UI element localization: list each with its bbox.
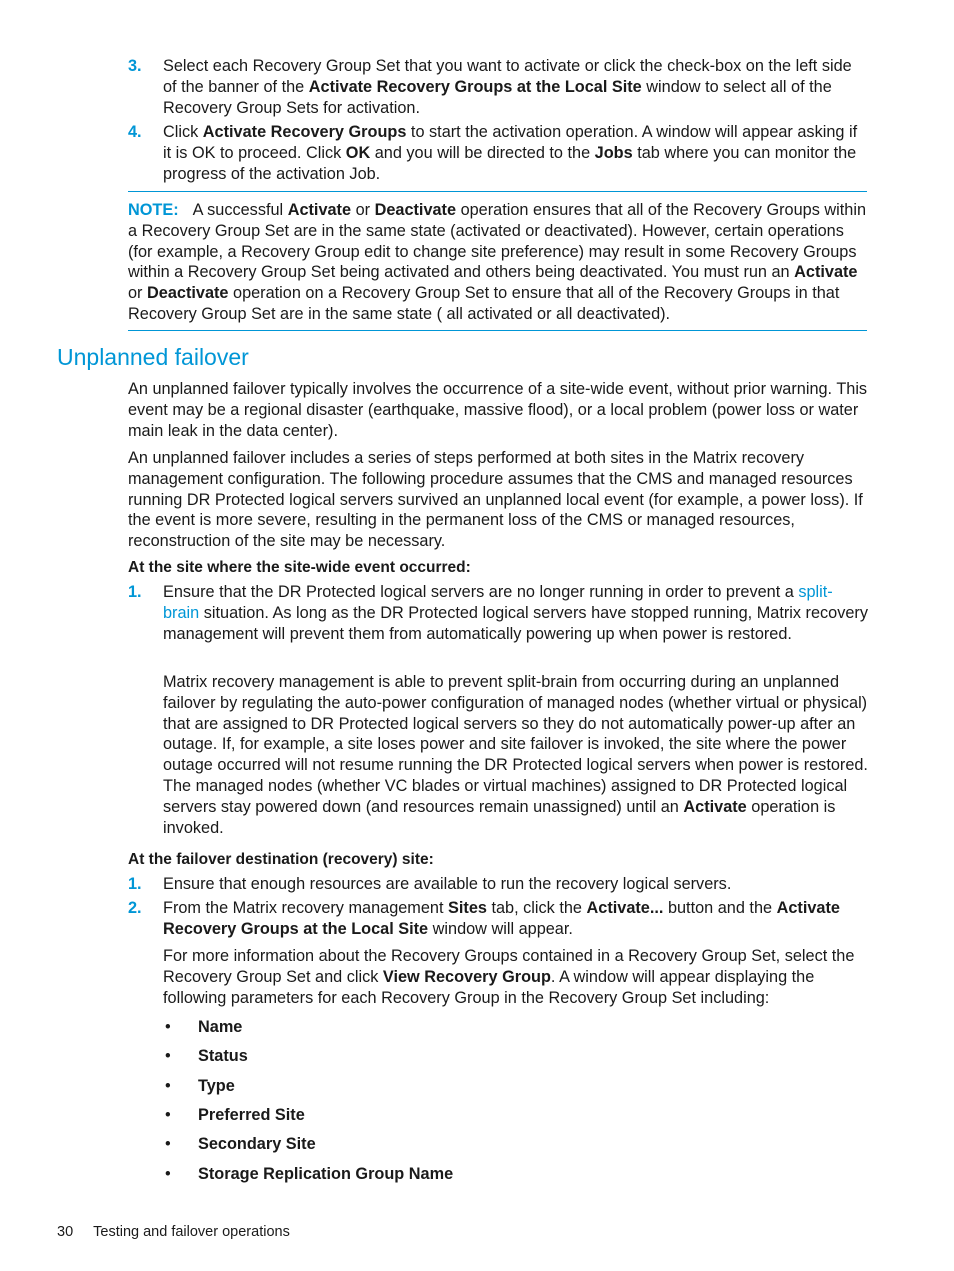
split-brain-detail: Matrix recovery management is able to prevent split-brain from occurring during an unplanned failover by regulating the auto-power configuration of managed nodes (whether virtual or physical) that are assigned to DR Protected logical servers so they do not automatically power-up after an outage. If, for example, a site loses power and site failover is invoked, the site where the power outage occurred will not resume running the DR Protected logical servers when power is restored. The managed nodes (whether VC blades or virtual machines) assigned to DR Protected logical servers stay powered down (and resources remain unassigned) until an Activate operation is invoked.: [163, 673, 868, 837]
bullet-icon: •: [165, 1165, 171, 1183]
step-text: Ensure that the DR Protected logical servers are no longer running in order to prevent a split-brain situation. As long as the DR Protected logical servers have stopped running, Matrix recovery management will prevent them from automatically powering up when power is restored.: [163, 583, 868, 643]
note: NOTE: A successful Activate or Deactivate operation ensures that all of the Recovery Groups within a Recovery Group Set are in the same state (activated or deactivated). However, certain operations (for example, a Recovery Group edit to change site preference) may result in some Recovery Groups within a Recovery Group Set being activated and others being deactivated. You must run an Activate or Deactivate operation on a Recovery Group Set to ensure that all of the Recovery Groups in that Recovery Group Set are in the same state ( all activated or all deactivated).: [128, 201, 867, 323]
bullet-icon: •: [165, 1135, 171, 1153]
list-item: • Type: [165, 1077, 235, 1095]
page-number: 30: [57, 1224, 74, 1240]
note-bottom-rule: [128, 330, 867, 331]
step-number: 4.: [128, 123, 142, 141]
step-number: 1.: [128, 875, 142, 893]
destination-step-1: [128, 874, 868, 895]
step-text: Select each Recovery Group Set that you want to activate or click the check-box on the left side of the banner of the Activate Recovery Groups at the Local Site window to select all of the Recovery Group Sets for activation.: [163, 57, 852, 117]
site-event-heading: At the site where the site-wide event occurred:: [128, 559, 471, 576]
destination-step-2: [128, 898, 868, 940]
page-footer: [57, 1222, 290, 1242]
step-number: 2.: [128, 899, 142, 917]
step-text: Click Activate Recovery Groups to start the activation operation. A window will appear asking if it is OK to proceed. Click OK and you will be directed to the Jobs tab where you can monitor the progress of the activation Job.: [163, 123, 858, 183]
site-event-step-1: [128, 582, 868, 644]
note-top-rule: [128, 191, 867, 192]
bullet-icon: •: [165, 1106, 171, 1124]
step-4: [128, 122, 868, 184]
step-text: Ensure that enough resources are available to run the recovery logical servers.: [163, 875, 732, 893]
note-label: NOTE:: [128, 201, 179, 219]
bullet-icon: •: [165, 1018, 171, 1036]
list-item: • Preferred Site: [165, 1106, 305, 1124]
intro-paragraph: An unplanned failover typically involves the occurrence of a site-wide event, without prior warning. This event may be a regional disaster (earthquake, massive flood), or a local problem (power loss or water main leak in the data center).: [128, 380, 868, 440]
step-number: 3.: [128, 57, 142, 75]
bullet-icon: •: [165, 1077, 171, 1095]
list-item: • Name: [165, 1018, 243, 1036]
list-item: • Secondary Site: [165, 1135, 316, 1153]
view-recovery-group-detail: For more information about the Recovery Groups contained in a Recovery Group Set, select the Recovery Group Set and click View Recovery Group. A window will appear displaying the following parameters for each Recovery Group in the Recovery Group Set including:: [163, 947, 855, 1007]
bullet-icon: •: [165, 1047, 171, 1065]
step-3: [128, 56, 868, 118]
step-text: From the Matrix recovery management Sites tab, click the Activate... button and the Activate Recovery Groups at the Local Site window will appear.: [163, 899, 840, 938]
destination-heading: At the failover destination (recovery) site:: [128, 851, 434, 868]
list-item: • Storage Replication Group Name: [165, 1165, 454, 1183]
section-heading: Unplanned failover: [57, 344, 249, 370]
split-brain-link[interactable]: split-brain: [163, 583, 833, 622]
step-number: 1.: [128, 583, 142, 601]
list-item: • Status: [165, 1047, 248, 1065]
procedure-paragraph: An unplanned failover includes a series of steps performed at both sites in the Matrix recovery management configuration. The following procedure assumes that the CMS and managed resources running DR Protected logical servers survived an unplanned local event (for example, a power loss). If the event is more severe, resulting in the permanent loss of the CMS or managed resources, reconstruction of the site may be necessary.: [128, 449, 863, 551]
chapter-title: Testing and failover operations: [93, 1224, 290, 1240]
